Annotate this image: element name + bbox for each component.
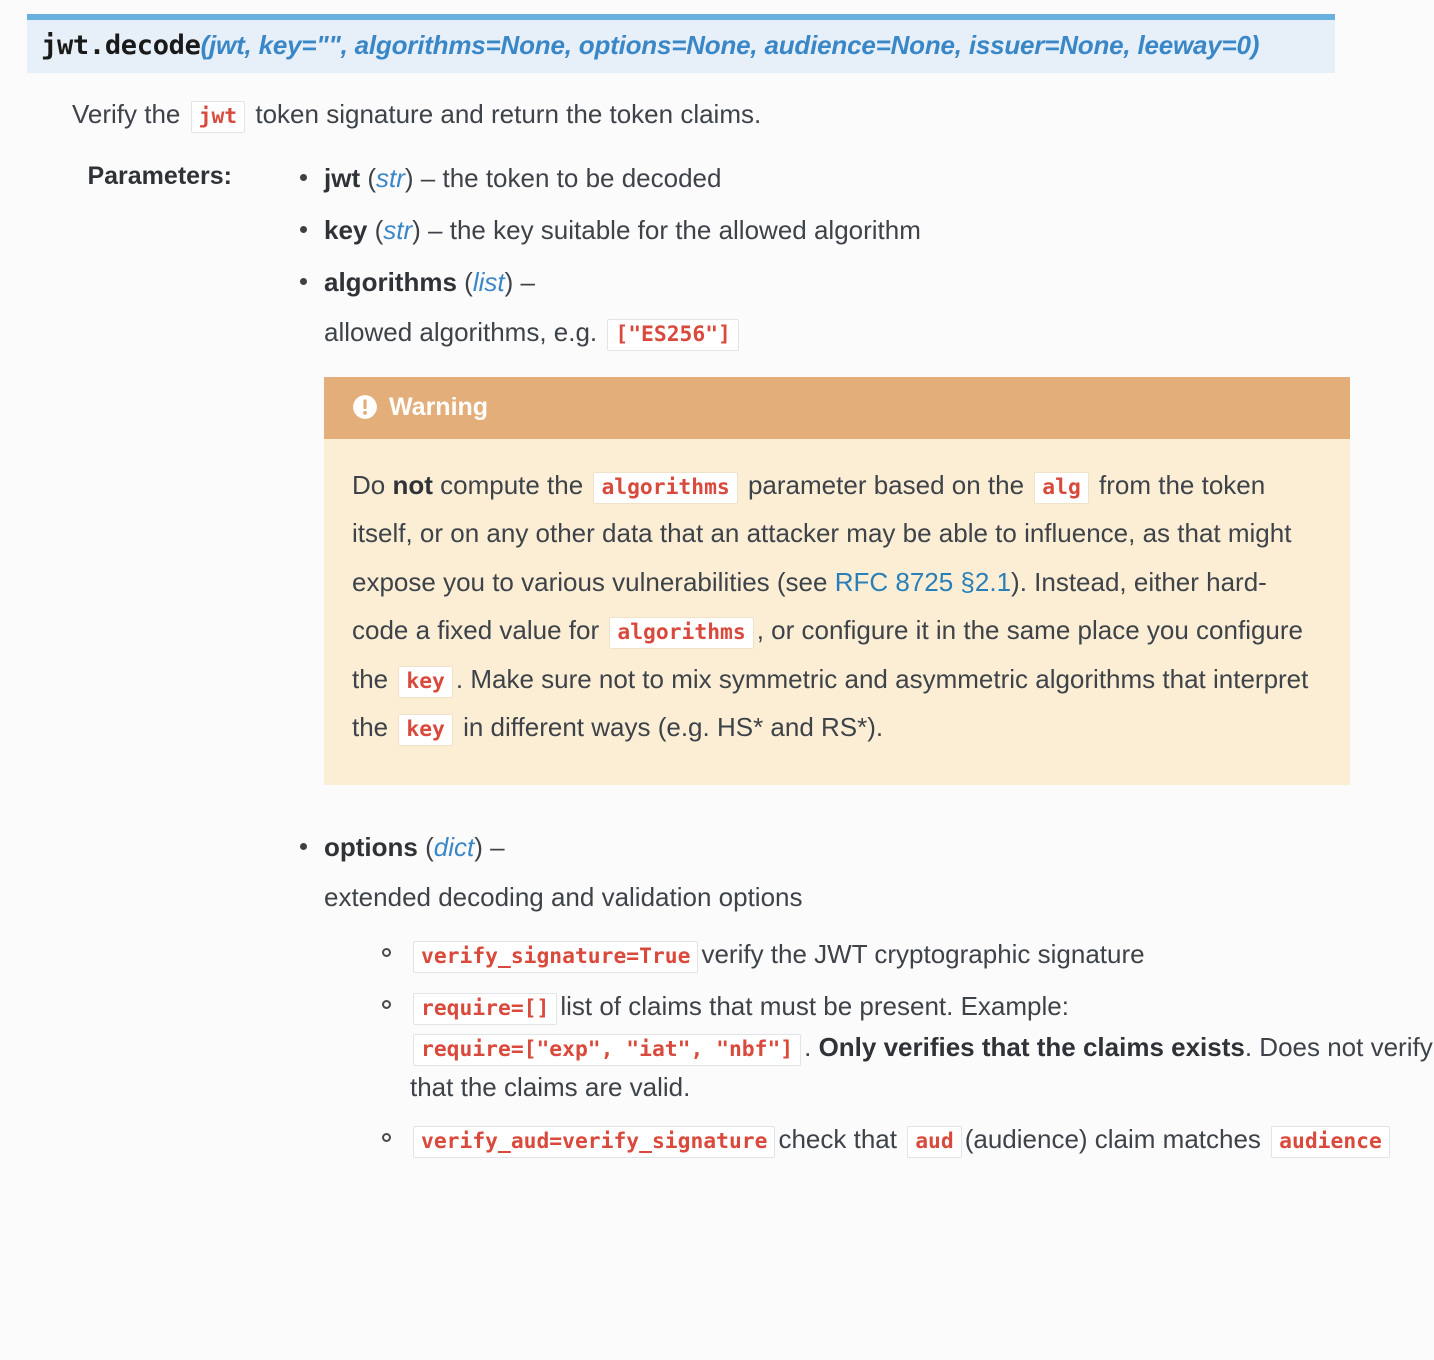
parameters-label: Parameters: bbox=[87, 162, 232, 190]
options-sublist bbox=[324, 934, 1434, 1159]
function-description bbox=[72, 95, 1434, 134]
warning-text-1: Do bbox=[352, 470, 393, 501]
function-name: jwt.decode bbox=[41, 30, 201, 61]
param-separator: ) – bbox=[504, 266, 535, 297]
warning-text-8: in different ways (e.g. HS* and RS*). bbox=[455, 711, 884, 742]
inline-code-jwt: jwt bbox=[191, 101, 246, 133]
inline-code-algorithms-2: algorithms bbox=[609, 617, 753, 649]
warning-text-5: ). Instead, either hard-code a fixed value for bbox=[352, 566, 1267, 646]
option-text-3: . Does not verify that the claims are valid. bbox=[410, 1031, 1433, 1102]
warning-admonition bbox=[324, 377, 1350, 786]
option-text-2: (audience) claim matches bbox=[964, 1124, 1261, 1155]
param-type: dict bbox=[433, 832, 475, 863]
param-item-key bbox=[290, 212, 1434, 249]
param-description: the key suitable for the allowed algorithm bbox=[449, 214, 921, 245]
parameters-body bbox=[232, 160, 1434, 1175]
inline-code-audience: audience bbox=[1271, 1126, 1390, 1158]
param-separator: ) – bbox=[404, 163, 443, 193]
param-description-block bbox=[324, 314, 1434, 351]
inline-code-key: key bbox=[398, 666, 453, 698]
parameters-list bbox=[290, 160, 1434, 1160]
function-parameters: (jwt, key="", algorithms=None, options=None, audience=None, issuer=None, leeway=0) bbox=[200, 30, 1260, 60]
warning-text-4: from the token itself, or on any other data that an attacker may be able to influence, as that might expose you to various vulnerabilities (see bbox=[352, 470, 1292, 597]
documentation-page bbox=[0, 14, 1434, 1360]
param-open-paren: ( bbox=[417, 832, 434, 863]
warning-text-6: , or configure it in the same place you configure the bbox=[352, 615, 1304, 694]
param-type: list bbox=[472, 266, 505, 297]
param-name: jwt bbox=[324, 163, 361, 193]
inline-code-key-2: key bbox=[398, 714, 453, 746]
inline-code-algorithms: algorithms bbox=[593, 472, 737, 504]
param-description: the token to be decoded bbox=[442, 163, 722, 193]
inline-code-require: require=[] bbox=[413, 993, 557, 1025]
param-description: allowed algorithms, e.g. bbox=[324, 316, 598, 347]
rfc-8725-link[interactable]: RFC 8725 §2.1 bbox=[834, 566, 1012, 597]
param-description: extended decoding and validation options bbox=[324, 882, 803, 913]
option-text-2: . bbox=[804, 1031, 819, 1062]
param-name: options bbox=[324, 832, 418, 863]
option-bold-text: Only verifies that the claims exists bbox=[818, 1031, 1245, 1062]
inline-code-aud: aud bbox=[907, 1126, 962, 1158]
warning-text-3: parameter based on the bbox=[740, 470, 1032, 501]
warning-body bbox=[324, 439, 1350, 785]
inline-code-verify-aud: verify_aud=verify_signature bbox=[413, 1126, 775, 1158]
param-type: str bbox=[383, 214, 413, 245]
option-text: check that bbox=[778, 1124, 897, 1155]
inline-code-verify-signature: verify_signature=True bbox=[413, 941, 698, 973]
warning-title-bar bbox=[324, 377, 1350, 440]
inline-code-es256: ["ES256"] bbox=[607, 319, 738, 351]
parameters-field bbox=[0, 160, 1434, 1175]
warning-bold-not: not bbox=[392, 470, 433, 501]
param-separator: ) – bbox=[412, 214, 450, 245]
param-item-jwt bbox=[290, 160, 1434, 197]
option-text: list of claims that must be present. Example: bbox=[560, 991, 1069, 1022]
exclamation-circle-icon bbox=[352, 394, 378, 420]
function-signature bbox=[27, 14, 1335, 73]
param-description-block bbox=[324, 879, 1434, 916]
option-item-verify-aud bbox=[374, 1119, 1434, 1159]
param-open-paren: ( bbox=[456, 266, 473, 297]
param-name: algorithms bbox=[324, 266, 457, 297]
option-item-verify-signature bbox=[374, 934, 1434, 974]
param-open-paren: ( bbox=[360, 163, 376, 193]
intro-text-before: Verify the bbox=[72, 99, 181, 129]
intro-text-after: token signature and return the token claims. bbox=[255, 99, 762, 129]
param-item-algorithms bbox=[290, 264, 1434, 785]
warning-title-text: Warning bbox=[389, 392, 489, 421]
warning-text-2: compute the bbox=[432, 470, 591, 501]
param-type: str bbox=[376, 163, 405, 193]
option-text: verify the JWT cryptographic signature bbox=[701, 939, 1145, 970]
param-open-paren: ( bbox=[367, 214, 384, 245]
param-item-options bbox=[290, 829, 1434, 1159]
param-separator: ) – bbox=[474, 832, 505, 863]
inline-code-alg: alg bbox=[1034, 472, 1089, 504]
warning-text-7: . Make sure not to mix symmetric and asymmetric algorithms that interpret the bbox=[352, 663, 1309, 742]
inline-code-require-example: require=["exp", "iat", "nbf"] bbox=[413, 1034, 801, 1066]
param-name: key bbox=[324, 214, 368, 245]
option-item-require bbox=[374, 986, 1434, 1107]
